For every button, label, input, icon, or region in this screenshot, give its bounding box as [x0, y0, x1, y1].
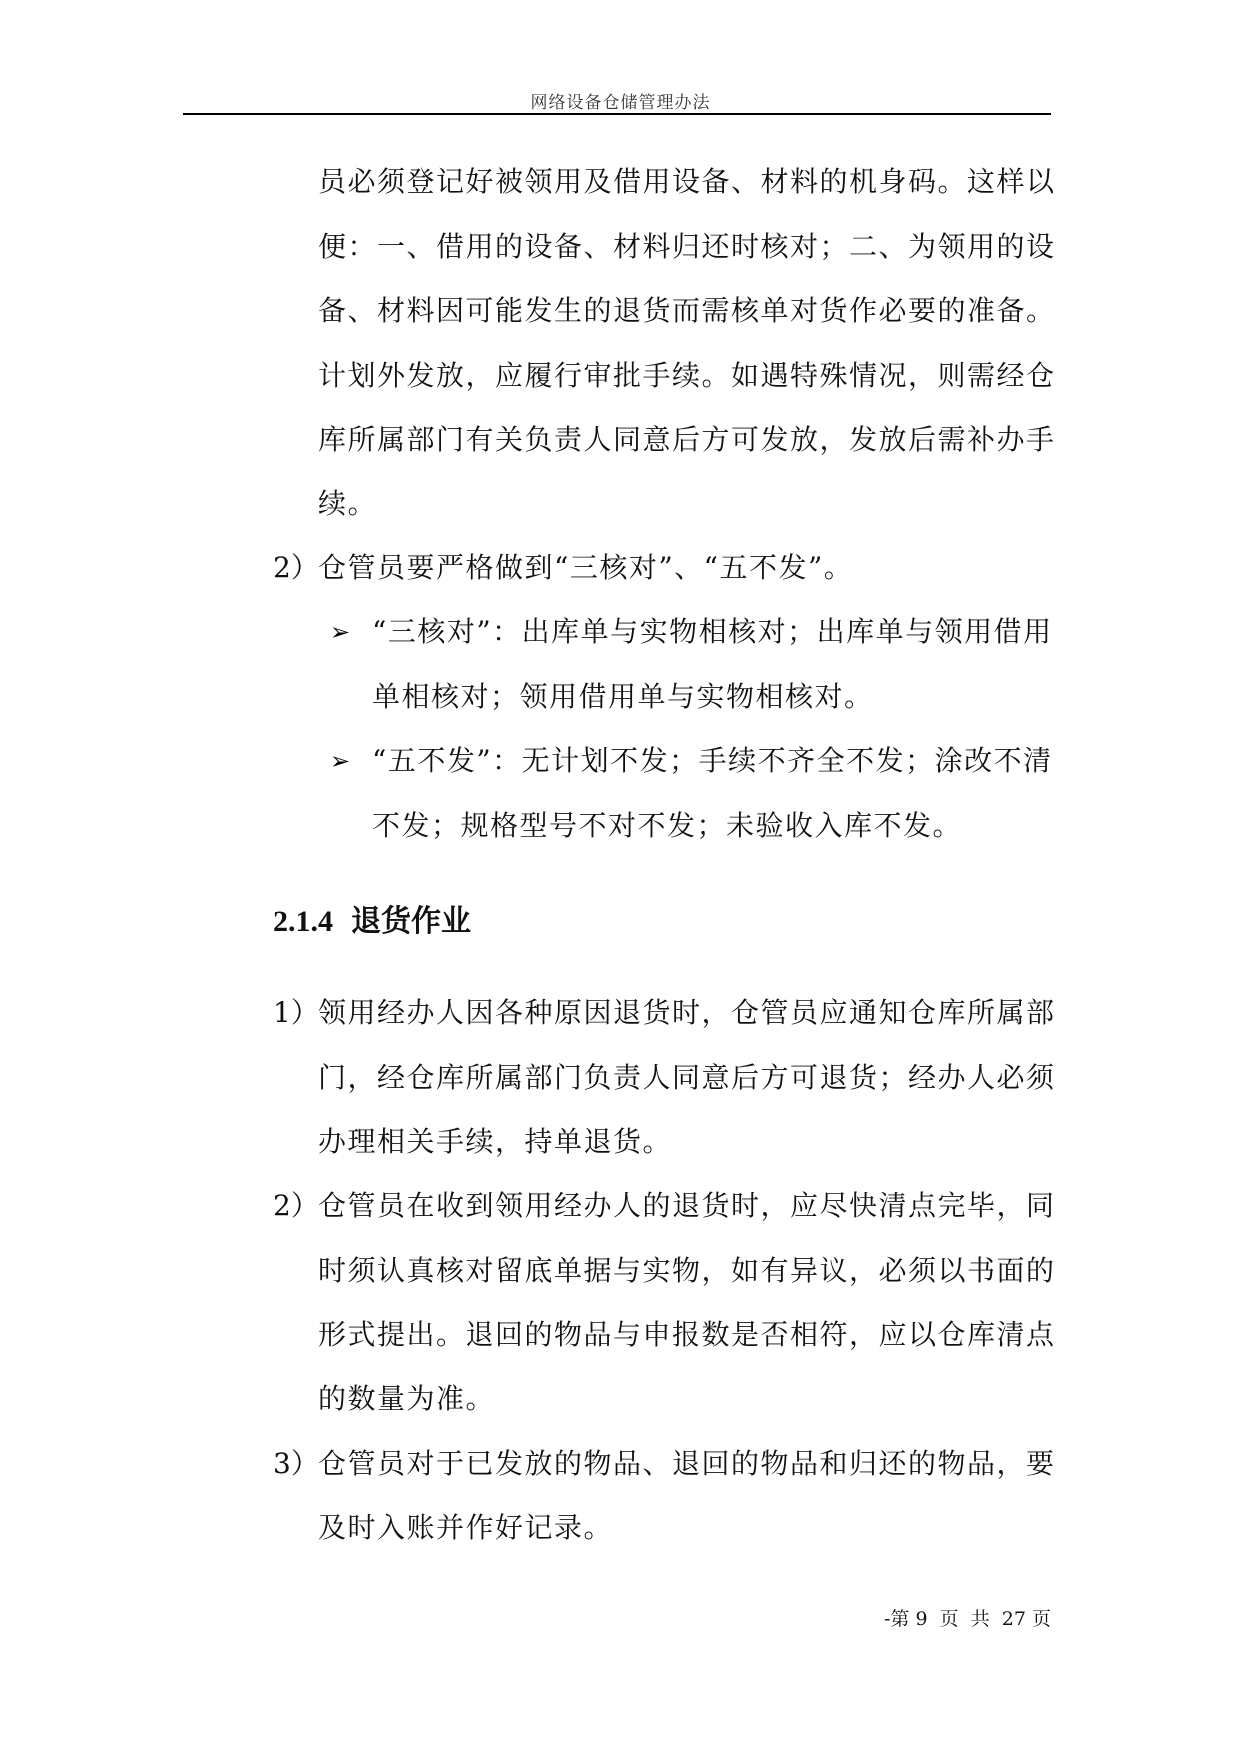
page-header-title: 网络设备仓储管理办法 — [530, 93, 711, 113]
list-item-line: 仓管员对于已发放的物品、退回的物品和归还的物品，要 — [318, 1447, 1056, 1480]
list-item-line: 形式提出。退回的物品与申报数是否相符，应以仓库清点 — [318, 1318, 1056, 1351]
arrow-bullet-icon: ➢ — [330, 747, 351, 775]
section-title: 退货作业 — [351, 904, 471, 939]
bullet-line: “三核对”：出库单与实物相核对；出库单与领用借用 — [372, 615, 1053, 648]
list-number: 2） — [273, 551, 319, 584]
paragraph-line: 便：一、借用的设备、材料归还时核对；二、为领用的设 — [318, 230, 1056, 263]
bullet-line: 单相核对；领用借用单与实物相核对。 — [372, 680, 874, 713]
list-item-line: 门，经仓库所属部门负责人同意后方可退货；经办人必须 — [318, 1061, 1056, 1094]
bullet-line: “五不发”：无计划不发；手续不齐全不发；涂改不清 — [372, 744, 1053, 777]
paragraph-line: 库所属部门有关负责人同意后方可发放，发放后需补办手 — [318, 423, 1056, 456]
paragraph-line: 备、材料因可能发生的退货而需核单对货作必要的准备。 — [318, 294, 1056, 327]
list-number: 3） — [273, 1447, 319, 1480]
paragraph-line: 续。 — [318, 487, 378, 520]
list-item-line: 领用经办人因各种原因退货时，仓管员应通知仓库所属部 — [318, 996, 1056, 1029]
list-item-line: 时须认真核对留底单据与实物，如有异议，必须以书面的 — [318, 1254, 1056, 1287]
list-item-line: 仓管员在收到领用经办人的退货时，应尽快清点完毕，同 — [318, 1189, 1056, 1222]
list-number: 1） — [273, 996, 319, 1029]
bullet-line: 不发；规格型号不对不发；未验收入库不发。 — [372, 809, 963, 842]
section-number: 2.1.4 — [273, 905, 333, 938]
header-rule — [183, 113, 1051, 115]
list-item-line: 办理相关手续，持单退货。 — [318, 1125, 673, 1158]
arrow-bullet-icon: ➢ — [330, 618, 351, 646]
list-item-line: 及时入账并作好记录。 — [318, 1511, 614, 1544]
paragraph-line: 员必须登记好被领用及借用设备、材料的机身码。这样以 — [318, 165, 1056, 198]
paragraph-line: 计划外发放，应履行审批手续。如遇特殊情况，则需经仓 — [318, 359, 1056, 392]
list-item-line: 的数量为准。 — [318, 1382, 496, 1415]
list-number: 2） — [273, 1189, 319, 1222]
list-item-text: 仓管员要严格做到“三核对”、“五不发”。 — [318, 551, 854, 584]
page-footer: -第 9 页 共 27 页 — [883, 1608, 1051, 1630]
section-heading — [273, 900, 471, 944]
